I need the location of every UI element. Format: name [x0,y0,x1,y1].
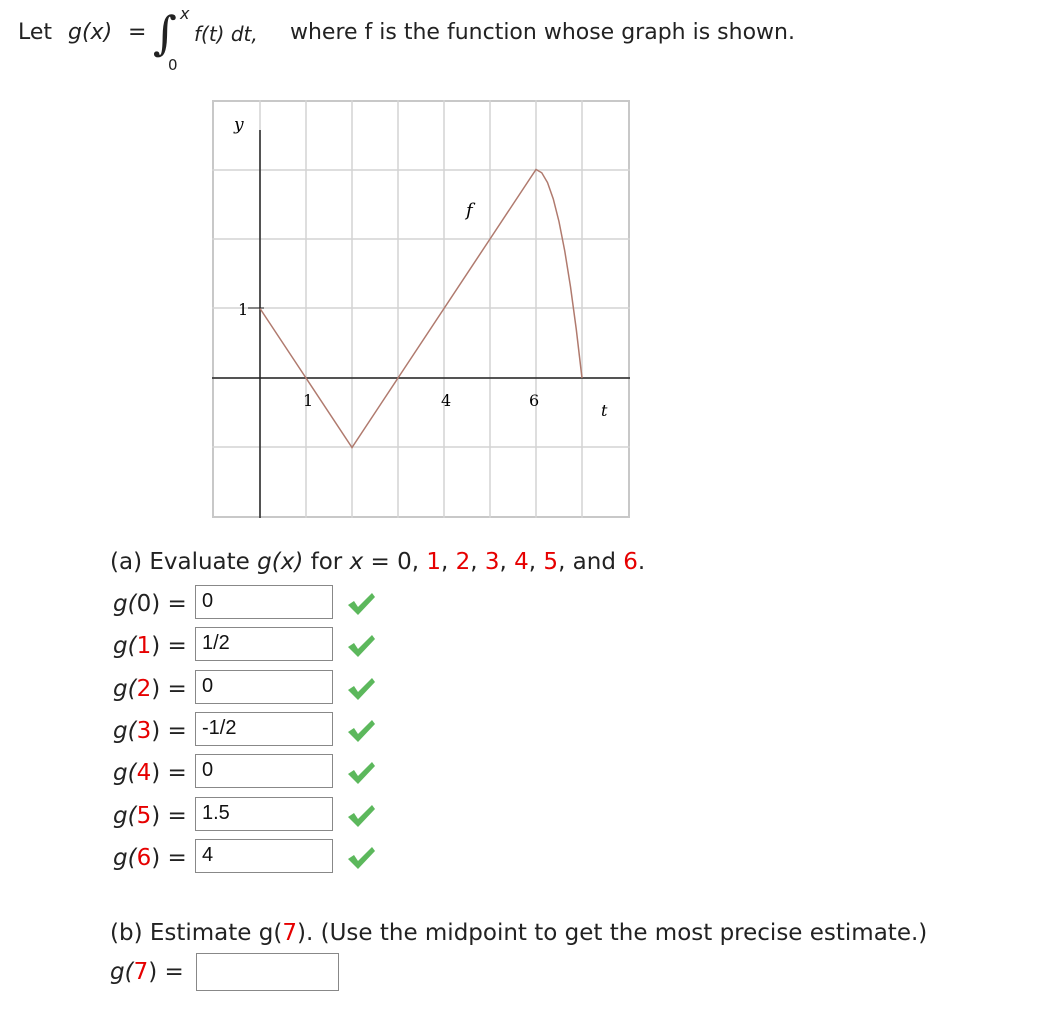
t-tick-1: 1 [303,391,314,410]
part-a-eq: = [363,549,398,575]
g1-label [113,633,187,659]
g4-label [113,760,187,786]
part-a-period: . [637,549,646,575]
check-mark-shape [348,762,375,784]
g2-answer-input[interactable]: 0 [195,670,333,704]
part-a-and: , and [558,549,624,575]
part-a-v0: 0, [397,549,420,575]
part-a-func: g(x) [257,549,304,575]
part-a-v3: 3 [484,549,500,575]
check-mark-shape [348,593,375,615]
g1-label-close: ) = [151,633,187,659]
sep-1: , [441,549,456,575]
g5-label-close: ) = [151,803,187,829]
graph-svg [212,100,630,518]
g-of-x: g(x) [68,20,113,45]
lower-limit: 0 [168,56,178,74]
g1-answer-input[interactable]: 1/2 [195,627,333,661]
part-a-v4: 4 [514,549,529,575]
g0-answer-input[interactable]: 0 [195,585,333,619]
where-text: where f is the function whose graph is shown. [290,20,795,45]
g5-label-arg: 5 [136,803,152,829]
t-tick-6: 6 [529,391,540,410]
correct-check-icon [346,633,376,659]
correct-check-icon [346,845,376,871]
sep-4: , [528,549,544,575]
check-mark-shape [348,720,375,742]
g6-answer-input[interactable]: 4 [195,839,333,873]
equals-sign: = [128,20,147,45]
part-a-v5: 5 [543,549,559,575]
check-mark-shape [348,805,375,827]
upper-limit: x [180,4,190,23]
g0-label-g: g( [113,591,137,617]
g2-label-close: ) = [151,676,187,702]
g7-label [110,959,184,985]
integrand: f(t) dt, [194,22,258,46]
g5-label-g: g( [113,803,137,829]
g1-label-arg: 1 [136,633,152,659]
part-a-v6: 6 [623,549,638,575]
check-mark-shape [348,635,375,657]
sep-2: , [470,549,485,575]
problem-statement [18,4,1018,76]
g4-answer-input[interactable]: 0 [195,754,333,788]
correct-check-icon [346,760,376,786]
part-a-heading [110,549,645,575]
part-b-g: g( [258,920,283,946]
g0-label [113,591,187,617]
y-tick-1: 1 [238,300,249,319]
part-a-var: x [349,549,364,575]
let-text: Let [18,20,53,45]
g7-label-arg: 7 [133,959,149,985]
f-curve-label: f [466,200,473,221]
part-a-v1: 1 [426,549,441,575]
correct-check-icon [346,676,376,702]
g5-label [113,803,187,829]
g5-answer-input[interactable]: 1.5 [195,797,333,831]
part-b-close: ) [296,920,306,946]
g7-answer-input[interactable] [196,953,339,991]
graph-frame [213,101,629,517]
part-b-heading [110,920,927,946]
integral-symbol: ∫ [153,6,177,60]
g3-label-g: g( [113,718,137,744]
g6-label-g: g( [113,845,137,871]
g4-label-arg: 4 [136,760,152,786]
g0-label-arg: 0 [136,591,152,617]
correct-check-icon [346,718,376,744]
part-b-rest: . (Use the midpoint to get the most precise estimate.) [305,920,928,946]
y-axis-label: y [234,115,244,135]
g1-label-g: g( [113,633,137,659]
check-mark-shape [348,847,375,869]
g3-label-arg: 3 [136,718,152,744]
g6-label-arg: 6 [136,845,152,871]
g7-label-close: ) = [148,959,184,985]
part-b-prefix: (b) Estimate [110,920,259,946]
t-axis-label: t [601,401,608,420]
part-a-for: for [303,549,350,575]
part-b-arg: 7 [282,920,297,946]
g3-answer-input[interactable]: -1/2 [195,712,333,746]
correct-check-icon [346,803,376,829]
sep-3: , [499,549,515,575]
function-graph [212,100,630,518]
g7-label-g: g( [110,959,134,985]
g6-label [113,845,187,871]
check-mark-shape [348,678,375,700]
g3-label [113,718,187,744]
g2-label-g: g( [113,676,137,702]
g0-label-close: ) = [151,591,187,617]
t-tick-4: 4 [441,391,452,410]
g4-label-g: g( [113,760,137,786]
part-a-v2: 2 [455,549,471,575]
g6-label-close: ) = [151,845,187,871]
correct-check-icon [346,591,376,617]
g2-label-arg: 2 [136,676,152,702]
g3-label-close: ) = [151,718,187,744]
g2-label [113,676,187,702]
g4-label-close: ) = [151,760,187,786]
part-a-prefix: (a) Evaluate [110,549,258,575]
